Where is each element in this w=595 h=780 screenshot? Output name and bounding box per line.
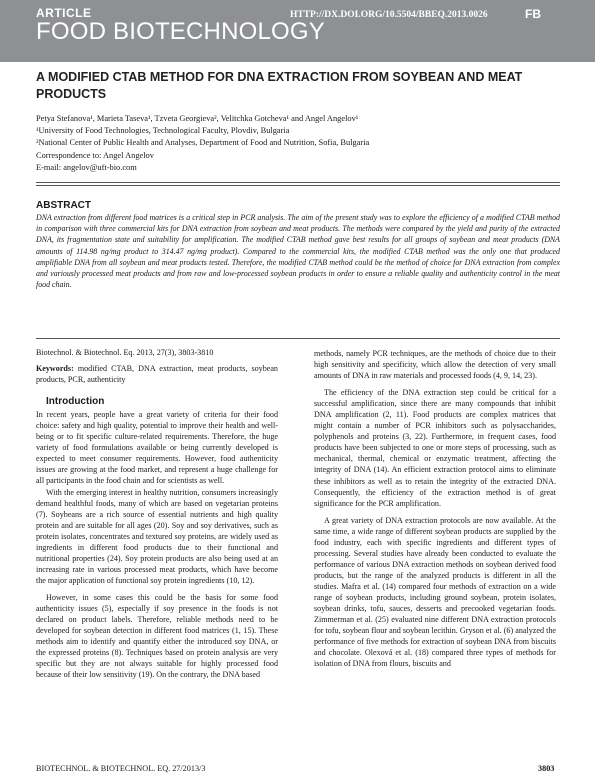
footer-journal: BIOTECHNOL. & BIOTECHNOL. EQ. 27/2013/3 [36, 764, 206, 773]
keywords-text: modified CTAB, DNA extraction, meat products, soybean products, PCR, authenticity [36, 364, 278, 385]
journal-abbrev: FB [525, 7, 541, 21]
intro-heading: Introduction [46, 396, 105, 408]
journal-name: FOOD BIOTECHNOLOGY [36, 18, 325, 45]
divider-top [36, 182, 560, 183]
intro-paragraph-2: With the emerging interest in healthy nutrition, consumers increasingly demand healthful foods, many of which are based on vegetarian proteins (7). Soybeans are a rich source of essential nutrients and high quality protein and are suitable for all ages (20). Soy and soy derivatives, such as protein isolates, concentrates and textured soy proteins, are widely used as ingredients in different food products due to their functional and nutritional properties (24). Soy protein products are also being used at an increasing rate in various processed meat products, which have become the major application of functional soy protein ingredients (10, 12). [36, 487, 278, 585]
right-column [314, 348, 556, 669]
divider-abstract [36, 338, 560, 339]
affiliation-1: ¹University of Food Technologies, Technological Faculty, Plovdiv, Bulgaria [36, 126, 290, 136]
article-title: A MODIFIED CTAB METHOD FOR DNA EXTRACTION FROM SOYBEAN AND MEAT PRODUCTS [36, 70, 523, 101]
divider-top-2 [36, 185, 560, 186]
author-block [36, 113, 561, 174]
email-link[interactable]: E-mail: angelov@uft-bio.com [36, 162, 137, 172]
abstract-text: DNA extraction from different food matrices is a critical step in PCR analysis. The aim of the present study was to explore the efficiency of a modified CTAB method in comparison with three commercial kits for DNA extraction from soybean and meat products. The methods were compared by the yield and purity of the extracted DNA, its fragmentation state and suitability for amplification. The modified CTAB method gave best results for all groups of soybean and meat products (DNA amounts of 114.98 ng/mg product to 314.47 ng/mg product). Compared to the commercial kits, the modified CTAB method was the only one that produced amplifiable DNA from all soybean and meat products tested. Therefore, the modified CTAB method could be the method of choice for DNA extraction from complex and variously processed meat products and from raw and low-processed soybean products in order to ensure a reliable quality and authenticity control in the meat food chain. [36, 213, 560, 290]
intro-paragraph-3: However, in some cases this could be the basis for some food authenticity issues (5), especially if soy presence in the foods is not declared on product labels. Therefore, reliable methods need to be developed for soybean detection in different food matrices (1, 15). These methods aim to identify and quantify either the introduced soy DNA, or the expressed proteins (8). Techniques based on protein analysis are very specific but they are not always suitable for highly processed food because of their low sensitivity (19). On the contrary, the DNA based [36, 592, 278, 680]
keywords [36, 363, 278, 385]
citation: Biotechnol. & Biotechnol. Eq. 2013, 27(3), 3803-3810 [36, 348, 214, 357]
affiliation-2: ²National Center of Public Health and Analyses, Department of Food and Nutrition, Sofia, Bulgaria [36, 138, 370, 148]
journal-banner [0, 0, 595, 62]
section-label: ARTICLE [36, 6, 92, 20]
page-number: 3803 [538, 764, 555, 773]
intro-paragraph-5: The efficiency of the DNA extraction step could be critical for a successful amplification, since there are many compounds that inhibit DNA amplification (2, 11). Food products are complex matrices that might contain a number of PCR inhibitors such as polysaccharides, polyphenols and proteins (3, 22). Furthermore, in frequent cases, food products have been subjected to one or more steps of processing, such as mechanical, thermal, chemical or enzymatic treatment, affecting the integrity of DNA (14). An efficient extraction protocol aims to eliminate these inhibitors as well as to retain the integrity of the extracted DNA. Consequently, the efficiency of the extraction method is of great significance for the PCR amplification. [314, 388, 556, 508]
correspondence: Correspondence to: Angel Angelov [36, 150, 154, 160]
left-column [36, 347, 278, 680]
author-list: Petya Stefanova¹, Marieta Taseva¹, Tzveta Georgieva², Velitchka Gotcheva¹ and Angel Angelov¹ [36, 114, 359, 123]
abstract-heading: ABSTRACT [36, 200, 91, 211]
intro-paragraph-4: methods, namely PCR techniques, are the methods of choice due to their high sensitivity and specificity, which allow the detection of very small amounts of DNA in raw materials and processed foods (4, 9, 14, 23). [314, 349, 556, 381]
keywords-label: Keywords: [36, 364, 74, 374]
intro-paragraph-1: In recent years, people have a great variety of criteria for their food choice: safety and high quality, potential to improve their health and well-being or to fit specific culture-related requirements. Therefore, the huge variety of food formulations available or being currently developed is expected to meet consumer requirements. However, food authenticity issues are growing at the food market, and represent a huge challenge for all participants in the food chain and for scientists as well. [36, 410, 278, 486]
intro-paragraph-6: A great variety of DNA extraction protocols are now available. At the same time, a wide range of different soybean products are supplied by the food industry, each with specific ingredients and different types of processing. Several studies have already been conducted to evaluate the performance of various DNA extraction methods on soybean derived food products, but the range of the analyzed products is different in all the studies. Mafra et al. (14) compared four methods of extraction on a wide range of soybean products, including ground soybean, protein isolates, soybean drinks, tofu, sauces, desserts and precooked vegetarian foods. Zimmerman et al. (25) evaluated nine different DNA extraction protocols for tofu, soybean flour and soybean lecithin. Gryson et al. (6) analyzed the performance of five methods for extraction of soybean DNA from biscuits and chocolate. Olexová et al. (18) compared three types of methods for isolation of DNA from flours, biscuits and [314, 515, 556, 669]
doi-link[interactable]: HTTP://DX.DOI.ORG/10.5504/BBEQ.2013.0026 [290, 10, 488, 20]
